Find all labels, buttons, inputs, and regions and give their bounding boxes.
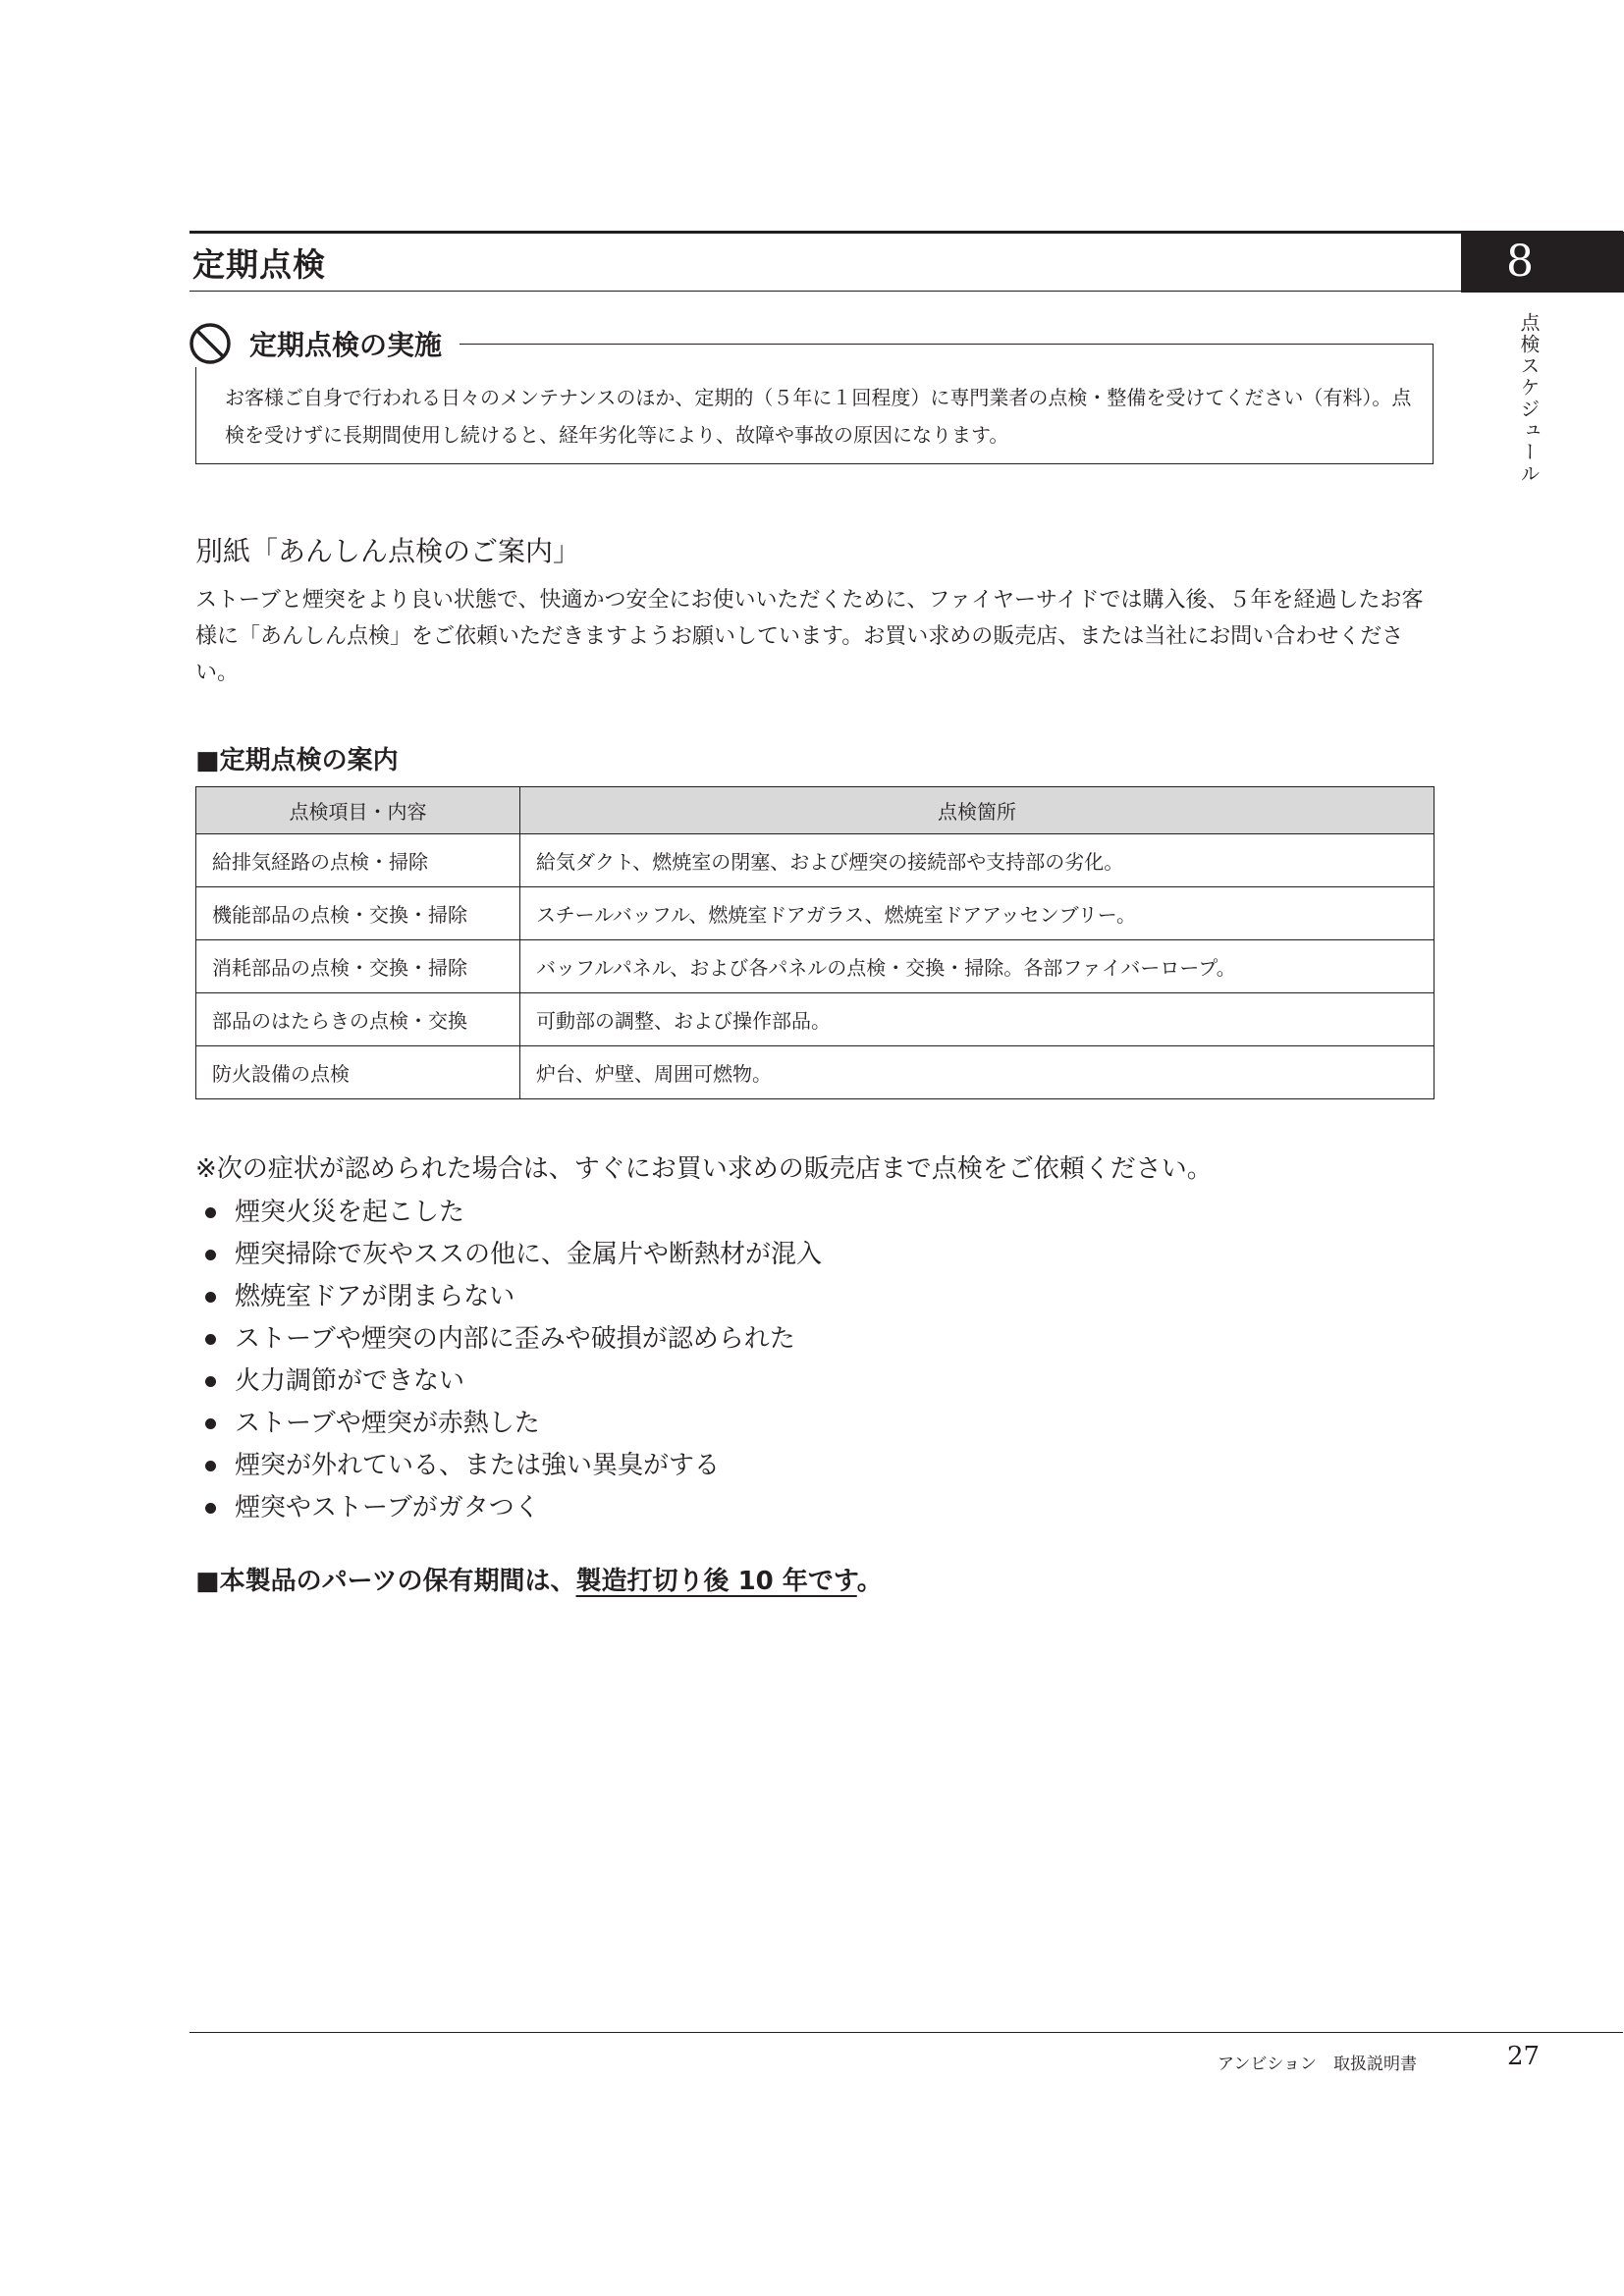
table-row xyxy=(196,834,1435,887)
list-item xyxy=(195,1487,822,1529)
table-row xyxy=(196,1046,1435,1099)
list-item xyxy=(195,1318,822,1361)
parts-note-suffix: 。 xyxy=(856,1567,883,1596)
symptom-text: 煙突やストーブがガタつく xyxy=(235,1493,540,1522)
parts-note-emphasis: 製造打切り後 10 年です xyxy=(575,1567,857,1596)
notice-body: お客様ご自身で行われる日々のメンテナンスのほか、定期的（５年に１回程度）に専門業者の点検・整備を受けてください（有料）。点検を受けずに長期間使用し続けると、経年劣化等により、故障や事故の原因になります。 xyxy=(225,386,1412,447)
bullet-icon xyxy=(205,1376,216,1387)
symptom-text: 煙突火災を起こした xyxy=(235,1198,465,1227)
table-cell-item: 給排気経路の点検・掃除 xyxy=(196,834,520,887)
page-number: 27 xyxy=(1507,2042,1541,2071)
column-header-item: 点検項目・内容 xyxy=(196,787,520,834)
bullet-icon xyxy=(205,1503,216,1514)
table-cell-item: 防火設備の点検 xyxy=(196,1046,520,1099)
page-title: 定期点検 xyxy=(192,245,326,284)
inspection-title: ■定期点検の案内 xyxy=(195,746,399,775)
symptom-text: 燃焼室ドアが閉まらない xyxy=(235,1282,515,1311)
table-cell-item: 機能部品の点検・交換・掃除 xyxy=(196,887,520,940)
symptom-text: ストーブや煙突の内部に歪みや破損が認められた xyxy=(235,1324,795,1354)
list-item xyxy=(195,1361,822,1403)
list-item xyxy=(195,1276,822,1318)
symptom-list xyxy=(195,1192,822,1529)
bullet-icon xyxy=(205,1250,216,1260)
table-header-row xyxy=(196,787,1435,834)
bullet-icon xyxy=(205,1461,216,1471)
list-item xyxy=(195,1403,822,1445)
header-rule-top xyxy=(189,231,1623,234)
table-cell-location: 炉台、炉壁、周囲可燃物。 xyxy=(520,1046,1435,1099)
chapter-side-label: 点検スケジュール xyxy=(1517,312,1541,485)
symptoms-note: ※次の症状が認められた場合は、すぐにお買い求めの販売店まで点検をご依頼ください。 xyxy=(195,1154,1213,1184)
bullet-icon xyxy=(205,1292,216,1303)
footer-rule xyxy=(189,2032,1623,2033)
table-cell-location: 可動部の調整、および操作部品。 xyxy=(520,993,1435,1046)
table-cell-location: バッフルパネル、および各パネルの点検・交換・掃除。各部ファイバーロープ。 xyxy=(520,940,1435,993)
symptom-text: 火力調節ができない xyxy=(235,1366,465,1396)
header-rule-bottom xyxy=(189,291,1463,292)
table-row xyxy=(196,993,1435,1046)
table-cell-item: 部品のはたらきの点検・交換 xyxy=(196,993,520,1046)
chapter-number: 8 xyxy=(1506,237,1534,287)
footer-doc-title: アンビション 取扱説明書 xyxy=(1218,2055,1417,2074)
prohibition-icon xyxy=(189,322,232,365)
parts-note-prefix: ■本製品のパーツの保有期間は、 xyxy=(195,1567,576,1596)
notice-heading xyxy=(189,320,460,367)
list-item xyxy=(195,1234,822,1276)
symptom-text: 煙突が外れている、または強い異臭がする xyxy=(235,1451,721,1480)
symptom-text: 煙突掃除で灰やススの他に、金属片や断熱材が混入 xyxy=(235,1240,823,1269)
parts-retention-note xyxy=(195,1561,883,1597)
inspection-table xyxy=(195,786,1435,1099)
table-cell-location: スチールバッフル、燃焼室ドアガラス、燃焼室ドアアッセンブリー。 xyxy=(520,887,1435,940)
list-item xyxy=(195,1445,822,1487)
bullet-icon xyxy=(205,1418,216,1429)
table-row xyxy=(196,887,1435,940)
notice-title: 定期点検の実施 xyxy=(249,329,443,361)
column-header-location: 点検箇所 xyxy=(520,787,1435,834)
bullet-icon xyxy=(205,1334,216,1345)
table-row xyxy=(196,940,1435,993)
table-cell-item: 消耗部品の点検・交換・掃除 xyxy=(196,940,520,993)
symptom-text: ストーブや煙突が赤熱した xyxy=(235,1409,540,1438)
anshin-body: ストーブと煙突をより良い状態で、快適かつ安全にお使いいただくために、ファイヤーサイドでは購入後、５年を経過したお客様に「あんしん点検」をご依頼いただきますようお願いしています。お買い求めの販売店、または当社にお問い合わせください。 xyxy=(195,588,1424,685)
table-cell-location: 給気ダクト、燃焼室の閉塞、および煙突の接続部や支持部の劣化。 xyxy=(520,834,1435,887)
bullet-icon xyxy=(205,1207,216,1218)
anshin-title: 別紙「あんしん点検のご案内」 xyxy=(195,535,581,567)
list-item xyxy=(195,1192,822,1234)
